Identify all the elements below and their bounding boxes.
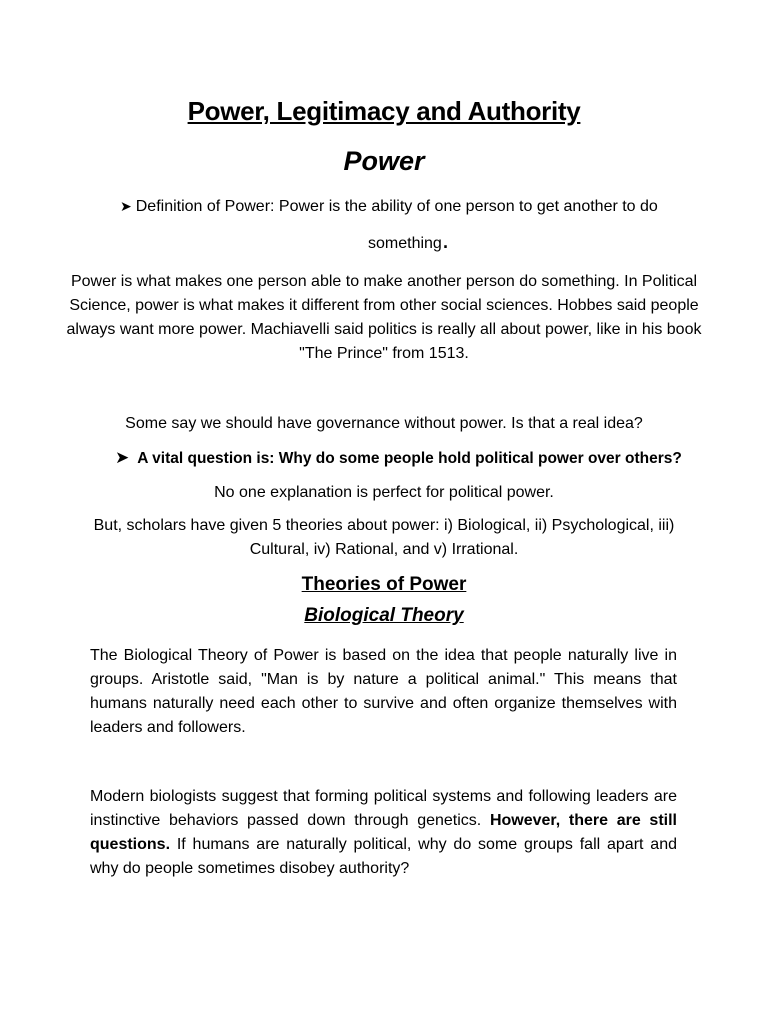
biological-theory-title: Biological Theory [304, 605, 464, 626]
paragraph-biological-theory: The Biological Theory of Power is based on the idea that people naturally live in groups. Aristotle said, "Man is by nature a political animal." This means that humans naturally need each other to survive and often organize themselves with leaders and followers. [90, 647, 677, 736]
theories-title: Theories of Power [301, 574, 467, 595]
paragraph-no-explanation: No one explanation is perfect for political power. [214, 484, 554, 501]
definition-text: Definition of Power: Power is the ability of one person to get another to do [135, 198, 658, 215]
paragraph-power-intro: Power is what makes one person able to make another person do something. In Political Science, power is what makes it different from other social sciences. Hobbes said people always want more power. Machiavelli said politics is really all about power, like in his book "The Prince" from 1513. [66, 273, 702, 362]
definition-bullet [120, 198, 658, 216]
vital-question-bullet [115, 448, 682, 468]
modern-biologists-text-1: Modern biologists suggest that forming political systems and following leaders are instinctive behaviors passed down through genetics. [90, 788, 677, 829]
section-title-power: Power [343, 146, 425, 176]
main-title: Power, Legitimacy and Authority [187, 96, 581, 126]
arrow-bullet-icon: ➤ [115, 448, 130, 467]
vital-question-text: A vital question is: Why do some people hold political power over others? [137, 450, 682, 467]
modern-biologists-text-2: If humans are naturally political, why do some groups fall apart and why do people sometimes disobey authority? [90, 836, 677, 877]
arrow-bullet-icon: ➤ [120, 198, 132, 214]
definition-end-mark: . [441, 224, 450, 254]
definition-continuation [368, 224, 450, 254]
paragraph-five-theories: But, scholars have given 5 theories about power: i) Biological, ii) Psychological, iii) Cultural, iv) Rational, and v) Irrational. [93, 517, 675, 558]
definition-continuation-text: something [368, 235, 442, 252]
paragraph-governance: Some say we should have governance without power. Is that a real idea? [125, 415, 643, 432]
modern-biologists-bold: However, there are still questions. [90, 812, 677, 853]
paragraph-modern-biologists [90, 785, 677, 881]
